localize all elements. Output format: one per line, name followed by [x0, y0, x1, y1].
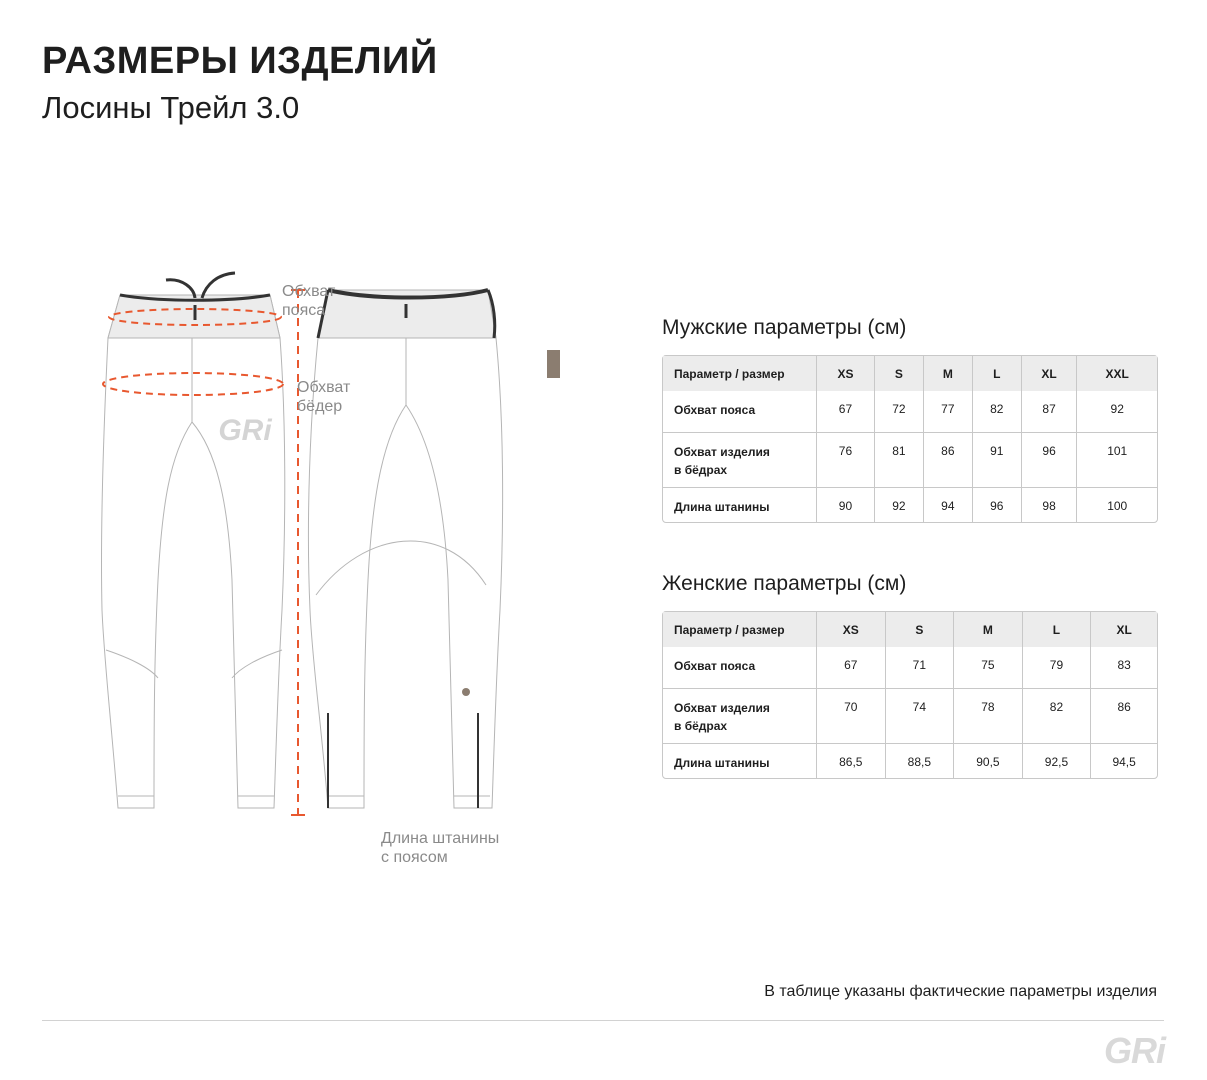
table-cell: 74	[886, 689, 955, 744]
size-header: XL	[1022, 356, 1078, 391]
header-param-label: Параметр / размер	[663, 356, 817, 391]
waist-label: Обхват пояса	[282, 283, 336, 319]
reflective-dot	[462, 688, 470, 696]
page-title: РАЗМЕРЫ ИЗДЕЛИЙ	[42, 40, 438, 82]
table-cell: 81	[875, 433, 924, 488]
table-cell: 98	[1022, 488, 1078, 522]
row-label: Длина штанины	[663, 488, 817, 522]
table-cell: 100	[1107, 499, 1128, 513]
size-header: XL	[1091, 612, 1157, 647]
table-cell: 87	[1022, 391, 1078, 433]
table-cell: 67	[817, 391, 875, 433]
footer-divider	[42, 1020, 1164, 1021]
front-leggings-outline	[101, 295, 284, 808]
table-cell: 94	[924, 488, 973, 522]
table-cell: 94,5	[1112, 755, 1136, 769]
footnote: В таблице указаны фактические параметры изделия	[764, 983, 1157, 1000]
table-row	[663, 647, 1157, 689]
table-cell: 86,5	[817, 744, 886, 778]
size-header: L	[973, 356, 1022, 391]
women-table-title: Женские параметры (см)	[662, 572, 907, 595]
size-header: M	[924, 356, 973, 391]
men-size-table	[662, 355, 1158, 523]
table-cell: 67	[817, 647, 886, 689]
table-cell: 83	[1091, 647, 1157, 689]
hip-measure-line	[103, 373, 283, 395]
table-cell: 92	[1077, 391, 1157, 433]
row-label: Обхват пояса	[663, 647, 817, 689]
brand-logo: GRi	[1103, 1030, 1165, 1071]
size-header: M	[954, 612, 1023, 647]
table-cell: 86	[1091, 689, 1157, 744]
table-cell: 71	[886, 647, 955, 689]
table-cell: 96	[973, 488, 1022, 522]
table-cell: 70	[817, 689, 886, 744]
table-row	[663, 433, 1157, 488]
size-header: S	[875, 356, 924, 391]
row-label: Обхват пояса	[663, 391, 817, 433]
hip-label: Обхват бёдер	[297, 379, 351, 415]
table-cell: 78	[954, 689, 1023, 744]
size-header: XXL	[1077, 356, 1157, 391]
table-cell: 82	[973, 391, 1022, 433]
table-cell: 88,5	[886, 744, 955, 778]
row-label: Обхват изделия в бёдрах	[663, 689, 817, 744]
row-label: Длина штанины	[663, 744, 817, 778]
table-cell: 86	[924, 433, 973, 488]
table-cell: 96	[1022, 433, 1078, 488]
table-cell: 92,5	[1023, 744, 1092, 778]
size-header: L	[1023, 612, 1092, 647]
table-row	[663, 391, 1157, 433]
table-cell: 79	[1023, 647, 1092, 689]
back-label-patch	[547, 350, 560, 378]
table-cell: 101	[1077, 433, 1157, 488]
table-cell: 90,5	[954, 744, 1023, 778]
product-name: Лосины Трейл 3.0	[42, 90, 300, 125]
row-label: Обхват изделия в бёдрах	[663, 433, 817, 488]
table-cell: 82	[1023, 689, 1092, 744]
table-cell: 76	[817, 433, 875, 488]
table-cell: 90	[817, 488, 875, 522]
table-row	[663, 488, 1157, 522]
table-row	[663, 689, 1157, 744]
table-cell: 72	[875, 391, 924, 433]
table-cell: 77	[924, 391, 973, 433]
front-logo: GRi	[218, 414, 272, 447]
length-label: Длина штанины с поясом	[381, 830, 500, 866]
table-cell: 75	[954, 647, 1023, 689]
men-table-title: Мужские параметры (см)	[662, 316, 907, 339]
size-header: S	[886, 612, 955, 647]
size-header: XS	[817, 356, 875, 391]
drawstring-right	[202, 273, 235, 298]
table-cell: 92	[875, 488, 924, 522]
table-cell: 91	[973, 433, 1022, 488]
size-header: XS	[817, 612, 886, 647]
leggings-drawing	[90, 260, 560, 880]
header-param-label: Параметр / размер	[663, 612, 817, 647]
women-size-table	[662, 611, 1158, 779]
table-row	[663, 744, 1157, 778]
